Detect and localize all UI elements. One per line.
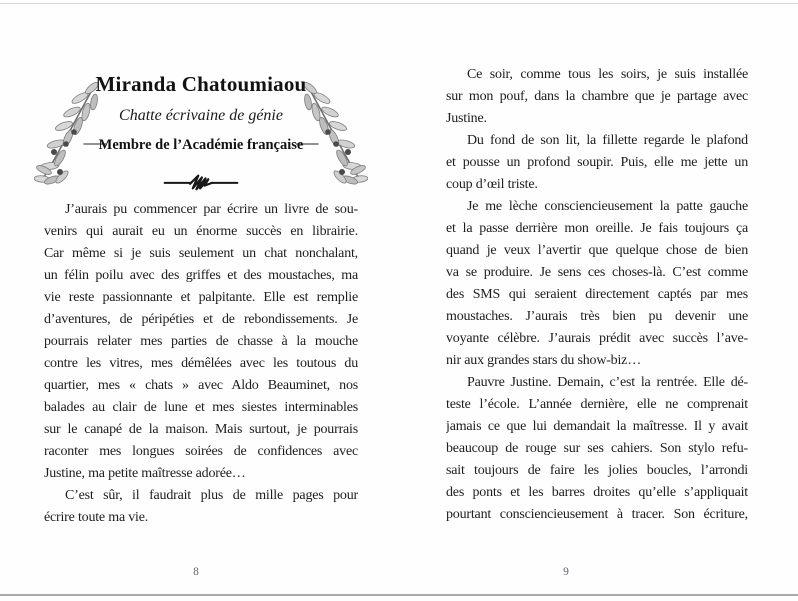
text-line: Ce soir, comme tous les soirs, je suis installée: [467, 67, 748, 82]
text-line: Du fond de son lit, la fillette regarde le plafond: [467, 133, 748, 148]
chapter-subtitle: Chatte écrivaine de génie: [119, 107, 283, 124]
text-line: teste l’école. L’année dernière, elle ne comprenait: [446, 397, 748, 412]
text-line: raconter mes longues soirées de confidences avec: [44, 444, 358, 459]
text-line: contre les vitres, mes démêlées avec les toutous du: [44, 356, 358, 371]
text-line: va se produire. Je sens ces choses-là. C’est comme: [446, 265, 748, 280]
text-line: sur mon pouf, dans la chambre que je partage avec: [446, 89, 748, 104]
text-line: et la passe derrière mon oreille. Je fais toujours ça: [446, 221, 748, 236]
text-line: quartier, mes « chats » avec Aldo Beauminet, nos: [44, 378, 358, 393]
text-line: Justine.: [446, 111, 487, 126]
section-divider-squiggle-icon: [159, 172, 243, 192]
text-line: quand je veux l’avertir que quelque chose de bien: [446, 243, 748, 258]
text-line: écrire toute ma vie.: [44, 510, 149, 525]
text-line: beaucoup de rouge sur ses cahiers. Son stylo refu-: [446, 441, 748, 456]
text-line: des SMS qui seraient directement captés par mes: [446, 287, 748, 302]
text-line: balades au clair de lune et mes siestes interminables: [44, 400, 358, 415]
text-line: Justine, ma petite maîtresse adorée…: [44, 466, 246, 481]
text-line: des ponts et les barres droites qu’elle s’appliquait: [446, 485, 748, 500]
chapter-author-title: Miranda Chatoumiaou: [95, 72, 307, 96]
text-line: vie reste passionnante et palpitante. Elle est remplie: [44, 290, 358, 305]
page-edge-top: [0, 3, 798, 4]
text-line: voyante célèbre. J’aurais prédit avec succès l’ave-: [446, 331, 748, 346]
page-number-left: 8: [193, 566, 199, 578]
text-line: C’est sûr, il faudrait plus de mille pages pour: [65, 488, 358, 503]
olive-branch-right-icon: [296, 82, 368, 188]
text-line: pourrais relater mes parties de chasse à la mouche: [44, 334, 358, 349]
text-line: J’aurais pu commencer par écrire un livre de sou-: [65, 202, 358, 217]
text-line: d’aventures, de péripéties et de rebondissements. Je: [44, 312, 358, 327]
text-line: Je me lèche consciencieusement la patte gauche: [467, 199, 748, 214]
text-line: Pauvre Justine. Demain, c’est la rentrée. Elle dé-: [467, 375, 748, 390]
chapter-affiliation: Membre de l’Académie française: [98, 137, 304, 153]
text-line: sur le canapé de la maison. Mais surtout, je pourrais: [44, 422, 358, 437]
text-line: venirs qui aurait eu un énorme succès en librairie.: [44, 224, 358, 239]
left-page-text: [44, 199, 358, 529]
text-line: nir aux grandes stars du show-biz…: [446, 353, 641, 368]
text-line: un félin poilu avec des griffes et des moustaches, ma: [44, 268, 358, 283]
olive-branch-left-icon: [34, 82, 106, 188]
text-line: Car même si je suis seulement un chat nonchalant,: [44, 246, 358, 261]
text-line: coup d’œil triste.: [446, 177, 538, 192]
text-line: et pousse un profond soupir. Puis, elle me jette un: [446, 155, 748, 170]
text-line: moustaches. J’aurais très bien pu devenir une: [446, 309, 748, 324]
text-line: pourtant consciencieusement à tracer. Son écriture,: [446, 507, 748, 522]
text-line: sait toujours de faire les jolies boucles, l’arrondi: [446, 463, 748, 478]
right-page-text: [446, 64, 748, 526]
page-number-right: 9: [563, 566, 569, 578]
page-edge-bottom: [0, 594, 798, 596]
text-line: jamais ce que lui demandait la maîtresse. Il y avait: [446, 419, 748, 434]
